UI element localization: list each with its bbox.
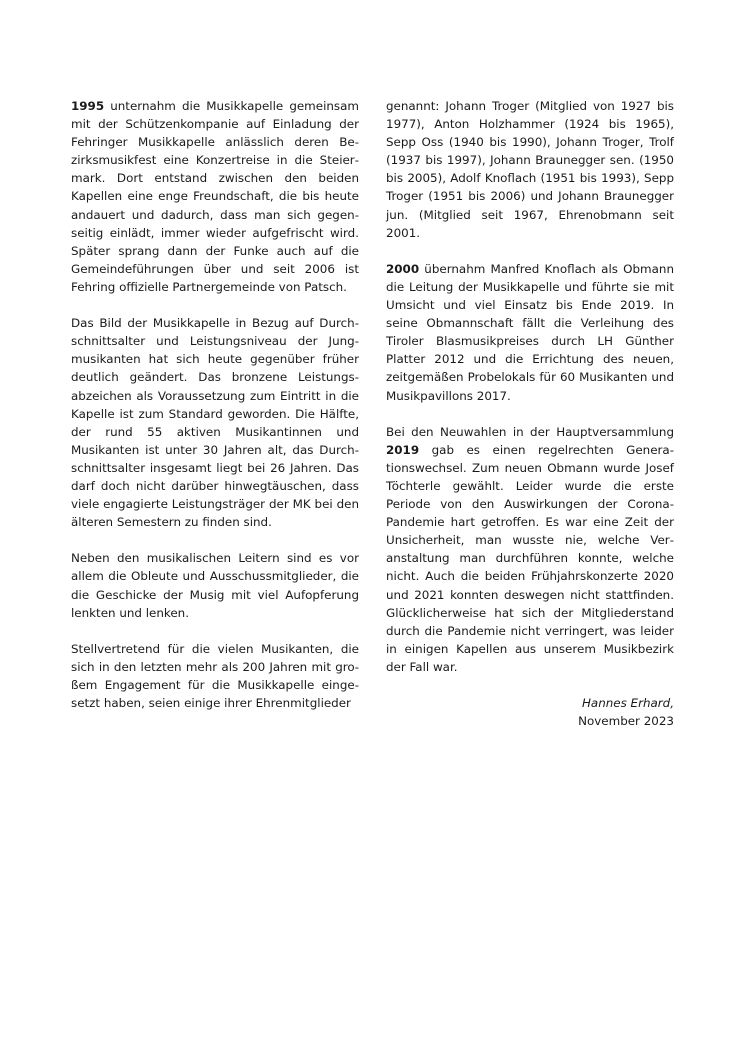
paragraph-leiter-obleute: Neben den musikalischen Leitern sind es vor allem die Obleute und Ausschussmitglieder, die die Geschicke der Musig mit viel Aufopferung lenkten und lenken. bbox=[71, 551, 359, 620]
signature-name: Hannes Erhard, bbox=[581, 696, 674, 711]
paragraph-1995-text: unternahm die Musikkapelle gemeinsam mit der Schützenkompanie auf Einladung der Fehringer Musikkapelle anlässlich deren Bezirksmusikfest eine Konzertreise in die Steiermark. Dort entstand zwischen den beiden Kapellen eine enge Freundschaft, die bis heute andauert und dadurch, dass man sich gegenseitig einlädt, immer wieder aufgefrischt wird. Später sprang dann der Funke auch auf die Gemeindeführungen über und seit 2006 ist Fehring offizielle Partnergemeinde von Patsch. bbox=[71, 99, 359, 294]
signature-date: November 2023 bbox=[578, 714, 674, 729]
paragraph-2019-before: Bei den Neuwahlen in der Hauptversammlung bbox=[386, 424, 674, 439]
left-column bbox=[71, 97, 359, 712]
signature bbox=[386, 694, 674, 730]
paragraph-2000-text: übernahm Manfred Knoflach als Obmann die Leitung der Musikkapelle und führte sie mit Umsicht und viel Einsatz bis Ende 2019. In seine Obmannschaft fällt die Verleihung des Tiroler Blasmusikpreises durch LH Günther Platter 2012 und die Errichtung des neuen, zeitgemäßen Probelokals für 60 Musikanten und Musikpavillons 2017. bbox=[386, 261, 674, 403]
paragraph-ehrenmitglieder-list: genannt: Johann Troger (Mitglied von 1927 bis 1977), Anton Holzhammer (1924 bis 1965), Sepp Oss (1940 bis 1990), Johann Troger, Trolf (1937 bis 1997), Johann Braunegger sen. (1950 bis 2005), Adolf Knoflach (1951 bis 1993), Sepp Troger (1951 bis 2006) und Johann Braunegger jun. (Mitglied seit 1967, Ehrenobmann seit 2001. bbox=[386, 99, 674, 240]
paragraph-2000 bbox=[386, 260, 674, 405]
year-1995: 1995 bbox=[71, 99, 105, 113]
paragraph-2019-after: gab es einen regelrechten Generationswechsel. Zum neuen Obmann wurde Josef Töchterle gewählt. Leider wurde die erste Periode von den Auswirkungen der Corona-Pandemie hart getroffen. Es war eine Zeit der Unsicherheit, man wusste nie, welche Veranstaltung man durchführen konnte, welche nicht. Auch die beiden Frühjahrskonzerte 2020 und 2021 konnten deswegen nicht stattfinden. Glücklicherweise hat sich der Mitgliederstand durch die Pandemie nicht verringert, was leider in einigen Kapellen aus unserem Musikbezirk der Fall war. bbox=[386, 442, 674, 674]
paragraph-ehrenmitglieder-intro: Stellvertretend für die vielen Musikanten, die sich in den letzten mehr als 200 Jahren mit großem Engagement für die Musikkapelle eingesetzt haben, seien einige ihrer Ehrenmitglieder bbox=[71, 641, 359, 711]
paragraph-1995 bbox=[71, 97, 359, 296]
year-2019: 2019 bbox=[386, 442, 420, 457]
paragraph-musikkapelle-bild: Das Bild der Musikkapelle in Bezug auf Durchschnittsalter und Leistungsniveau der Jungmusikanten hat sich heute gegenüber früher deutlich geändert. Das bronzene Leistungsabzeichen als Voraussetzung zum Eintritt in die Kapelle ist zum Standard geworden. Die Hälfte, der rund 55 aktiven Musikantinnen und Musikanten ist unter 30 Jahren alt, das Durchschnittsalter insgesamt liegt bei 26 Jahren. Das darf doch nicht darüber hinwegtäuschen, dass viele engagierte Leistungsträger der MK bei den älteren Semestern zu finden sind. bbox=[71, 316, 359, 530]
paragraph-2019 bbox=[386, 423, 674, 676]
year-2000: 2000 bbox=[386, 261, 420, 276]
right-column bbox=[386, 97, 674, 730]
